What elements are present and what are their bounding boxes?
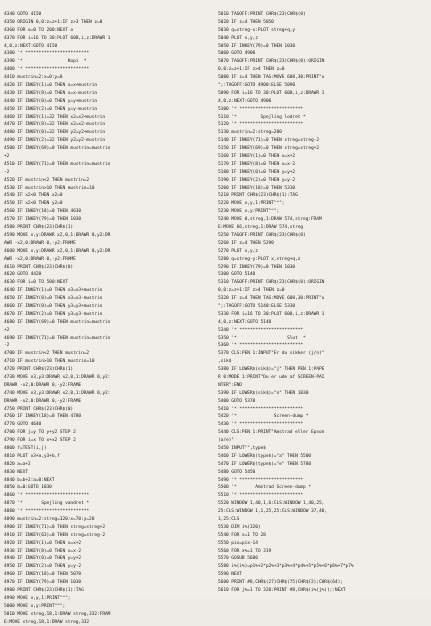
code-line: 4360 FOR o=0 TO 200:NEXT o (4, 27, 74, 33)
code-line: 5450 INPUT"",type$ (218, 445, 266, 451)
code-line: ";:TAGOFF:GOTO 5140:ELSE 5330 (218, 303, 296, 309)
code-line: 5170 IF INKEY(8)=0 THEN x=x-2 (218, 161, 296, 167)
code-line: 4350 ORIGIN 0,0:z=z+1:IF z>3 THEN z=0 (4, 19, 103, 25)
code-line: ";:TAGOFF:GOTO 4900:ELSE 5090 (218, 83, 296, 89)
code-line: 5240 MOVE 0,streg,1:DRAW 574,streg:FRAM (218, 217, 322, 223)
code-line: 4960 IF INKEY(18)=0 THEN 5070 (4, 572, 82, 578)
code-line: 4400 '* ************************ (4, 67, 90, 73)
code-line: 5440 CLS:PEN 1:PRINT"Amstrad eller Epson (218, 430, 325, 436)
code-line: 5110 '* Spejling lodret * (218, 114, 306, 120)
code-line: 5330 FOR i=16 TO 30:PLOT 608,i,z:DRAWR 1 (218, 311, 325, 317)
code-line: 5010 TAGOFF:PRINT CHR$(23)CHR$(0) (218, 12, 306, 17)
code-line: 4740 MOVE x3,y3:DRAWR x2,0,1:DRAWR 0,y2: (4, 390, 111, 396)
code-line: 4520 IF mustrin<2 THEN mustrin=2 (4, 177, 90, 183)
code-line: 1,25:CLS (218, 517, 240, 522)
code-line: 5120 '* ************************ (218, 122, 304, 128)
code-line: 5070 TAGOFF:PRINT CHR$(23)CHR$(0):ORIGIN (218, 59, 325, 65)
code-line: 4970 IF INKEY(79)=0 THEN 1030 (4, 580, 82, 586)
code-line: 4950 IF INKEY(2)=0 THEN y=y-2 (4, 564, 82, 570)
code-line: 4390 '* Kopi * (4, 59, 87, 65)
code-line: 5260 IF z=4 THEN 5290 (218, 240, 274, 246)
code-line: 5090 FOR i=16 TO 30:PLOT 608,i,z:DRAWR 1 (218, 90, 325, 96)
code-line: 5310 TAGOFF:PRINT CHR$(23)CHR$(0):ORIGIN (218, 280, 325, 286)
code-line: 4780 FOR j=y TO y+y2 STEP 2 (4, 430, 76, 436)
code-line: 5600 PRINT #8,CHR$(27)CHR$(75)CHR$(2);CHR$(64); (218, 580, 343, 586)
code-line: 5200 IF INKEY(18)=0 THEN 5310 (218, 185, 296, 191)
code-line: 5540 FOR x=1 TO 28 (218, 532, 266, 538)
code-line: 4560 IF INKEY(18)=0 THEN 4630 (4, 209, 82, 215)
code-line: 5550 pix=pix-14 (218, 540, 258, 546)
code-line: 4790 FOR i=x TO x+x2 STEP 2 (4, 438, 76, 444)
code-line: 0,0:z=z+1:IF z>4 THEN z=0 (218, 288, 285, 294)
code-line: 4640 IF INKEY(1)=0 THEN x3=x3+mustrin (4, 288, 103, 294)
code-line: 5080 IF z=4 THEN TAG:MOVE 608,30:PRINT"u (218, 75, 325, 81)
code-line: 5150 IF INKEY(69)=0 THEN streg=streg+2 (218, 146, 319, 152)
code-line: 5430 '* ************************ (218, 422, 304, 428)
code-line: 5320 IF z=4 THEN TAG:MOVE 608,30:PRINT"u (218, 296, 325, 302)
code-line: 5180 IF INKEY(0)=0 THEN y=y+2 (218, 169, 296, 175)
code-line: 4490 IF INKEY(2)=32 THEN y2=y2-mustrin (4, 138, 105, 144)
code-line: 5500 '* Amstrad Screen-dump * (218, 485, 312, 491)
code-line: 5490 '* ************************ (218, 477, 304, 483)
code-line: 5140 IF INKEY(71)=0 THEN streg=streg-2 (218, 138, 319, 144)
code-line: 4590 MOVE x,y:DRAWR x2,0,1:DRAWR 0,y2:DR (4, 232, 111, 238)
code-line: DRAWR -x2,0:DRAWR 0,-y2:FRAME (4, 398, 82, 404)
code-line: 25:CLS:WINDOW 1,1,25,25:CLS:WINDOW 37,40, (218, 509, 327, 515)
code-line: 5160 IF INKEY(1)=0 THEN x=x+2 (218, 154, 296, 160)
code-line: 4420 IF INKEY(1)=0 THEN x=x+mustrin (4, 83, 98, 89)
code-line: 4810 PLOT x3+a,y3+b,f (4, 453, 60, 459)
code-line: 4990 MOVE x,y,1:PRINT"^"; (4, 595, 71, 601)
code-line: 5360 '* ************************ (218, 343, 304, 349)
code-line: 5390 IF LOWER$(sik$)="n" THEN 1030 (218, 390, 309, 396)
code-line: 4380 '* ************************ (4, 51, 90, 57)
code-line: 4770 GOTO 4640 (4, 422, 42, 428)
code-line: -2 (4, 169, 10, 175)
code-line: 5000 MOVE x,y:PRINT"^"; (4, 603, 66, 609)
code-line: 5560 FOR x%=1 TO 319 (218, 548, 272, 554)
code-line: 5520 WINDOW 1,40,1,6:CLS:WINDOW 1,40,25, (218, 501, 325, 507)
code-line: 4610 PRINT CHR$(23)CHR$(0) (4, 264, 74, 270)
code-line: 4450 IF INKEY(2)=0 THEN y=y-mustrin (4, 106, 98, 112)
code-line: 5210 PRINT CHR$(23)CHR$(1):TAG (218, 193, 298, 199)
code-line: 4820 a=a+2 (4, 461, 31, 467)
code-line: NTER":END (218, 382, 242, 388)
code-line: 4,0,z:NEXT:GOTO 4900 (218, 98, 272, 104)
code-line: 4920 IF INKEY(1)=0 THEN x=x+2 (4, 540, 82, 546)
code-line: 4850 b=0:GOTO 1030 (4, 485, 52, 491)
code-line: 5100 '* ************************ (218, 106, 304, 112)
code-line: 5590 NEXT (218, 572, 242, 578)
code-line: 4510 IF INKEY(71)=0 THEN mustrin=mustrin (4, 161, 111, 167)
code-line: 4750 PRINT CHR$(23)CHR$(0) (4, 406, 74, 412)
code-line: 4900 IF INKEY(71)=0 THEN streg=streg+2 (4, 524, 105, 530)
code-line: 4860 '* ************************ (4, 493, 90, 499)
code-line: 5290 IF INKEY(79)=0 THEN 1030 (218, 264, 296, 270)
code-line: 4570 IF INKEY(79)=0 THEN 1030 (4, 217, 82, 223)
code-line: 4760 IF INKEY(18)=0 THEN 4780 (4, 414, 82, 420)
code-line: 4710 IF mustrin>10 THEN mustrin=10 (4, 359, 95, 365)
code-line: AWR -x2,0:DRAWR 0,-y2:FRAME (4, 256, 76, 262)
code-line: 5040 PLOT x,y,z (218, 35, 258, 41)
code-line: E:MOVE 66,streg,1:DRAW 574,streg (218, 225, 304, 231)
code-line: 4680 IF INKEY(69)=0 THEN mustrin=mustrin (4, 319, 111, 325)
code-line: 5130 mustrin=2:streg=200 (218, 130, 282, 136)
code-line: 4630 FOR i=0 TO 500:NEXT (4, 280, 68, 286)
code-line: 5570 GOSUB 5680 (218, 556, 258, 562)
code-line: 4340 GOTO 4150 (4, 12, 42, 17)
code-line: 4440 IF INKEY(0)=0 THEN y=y+mustrin (4, 98, 98, 104)
code-line: 5010 MOVE streg,18,1:DRAW streg,332:FRAM (4, 611, 111, 617)
code-line: 4370 FOR i=16 TO 30:PLOT 608,i,z:DRAWR 1 (4, 35, 111, 41)
code-line: 5280 q=streg-y:PLOT x,streg+q,z (218, 256, 301, 262)
code-line: 5020 IF z=4 THEN 5050 (218, 19, 274, 25)
code-line: 5400 GOTO 5370 (218, 398, 256, 404)
code-line: 4840 b=b+2:a=0:NEXT (4, 477, 55, 483)
code-line: 5300 GOTO 5140 (218, 272, 256, 278)
code-line: 4,0,z:NEXT:GOTO 5140 (218, 319, 272, 325)
code-line: 4460 IF INKEY(1)=32 THEN x2=x2+mustrin (4, 114, 105, 120)
code-line: 4800 f=TEST(i,j) (4, 445, 47, 451)
code-line: 4430 IF INKEY(8)=0 THEN x=x-mustrin (4, 90, 98, 96)
code-line: 4830 NEXT (4, 469, 28, 475)
code-line: 4650 IF INKEY(8)=0 THEN x3=x3-mustrin (4, 296, 103, 302)
code-line: +2 (4, 154, 10, 160)
code-line: 4690 IF INKEY(71)=0 THEN mustrin=mustrin (4, 335, 111, 341)
code-line: 4600 MOVE x,y:DRAWR x2,0,1:DRAWR 0,y2:DR (4, 248, 111, 254)
code-line: 5230 MOVE x,y:PRINT"^"; (218, 209, 280, 215)
code-line: 5370 CLS:PEN 1:INPUT"Er du sikker (j/n)" (218, 351, 325, 357)
code-line: (a/e)" (218, 438, 234, 444)
code-line: 5250 TAGOFF:PRINT CHR$(23)CHR$(0) (218, 232, 306, 238)
code-line: AWR -x2,0:DRAWR 0,-y2:FRAME (4, 240, 76, 246)
code-line: 5050 IF INKEY(79)=0 THEN 1030 (218, 43, 296, 49)
code-line: 4620 GOTO 4420 (4, 272, 42, 278)
code-line: 0,0:z=z+1:IF z>4 THEN z=0 (218, 67, 285, 73)
code-line: 5610 FOR j%=1 TO 320:PRINT #8,CHR$(i%(j%));:NEXT (218, 588, 346, 594)
code-line: 5190 IF INKEY(2)=0 THEN y=y-2 (218, 177, 296, 183)
code-line: 5420 '* Screen-dump * (218, 414, 309, 420)
code-line: 4880 '* ************************ (4, 509, 90, 515)
code-line: 5030 q=streg-x:PLOT streg+q,y (218, 27, 296, 33)
code-line: 4410 mustrin=2:x=0:y=0 (4, 75, 63, 81)
code-line: 4700 IF mustrin<2 THEN mustrin=2 (4, 351, 90, 357)
code-line: 4500 IF INKEY(69)=0 THEN mustrin=mustrin (4, 146, 111, 152)
code-line: 5060 GOTO 4900 (218, 51, 256, 57)
code-line: E:MOVE streg,18,1:DRAW streg,332 (4, 619, 90, 625)
code-line: R 0:MODE 1:PRINT"Du er ude af SCREEN-PAI (218, 374, 325, 380)
code-line: 5270 PLOT x,y,z (218, 248, 258, 254)
code-line: 4480 IF INKEY(0)=32 THEN y2=y2+mustrin (4, 130, 105, 136)
code-line: 4660 IF INKEY(0)=0 THEN y3=y3+mustrin (4, 303, 103, 309)
code-line: 5410 '* ************************ (218, 406, 304, 412)
code-line: 5380 IF LOWER$(sik$)="j" THEN PEN 1:PAPE (218, 367, 325, 373)
code-line: 5350 '* Slut * (218, 335, 306, 341)
code-line: 5480 GOTO 5450 (218, 469, 256, 475)
code-line: 4670 IF INKEY(2)=0 THEN y3=y3-mustrin (4, 311, 103, 317)
code-line: 5460 IF LOWER$(type$)="a" THEN 5500 (218, 453, 312, 459)
code-line: 4930 IF INKEY(8)=0 THEN x=x-2 (4, 548, 82, 554)
code-line: 5220 MOVE x,y,1:PRINT"^"; (218, 201, 285, 207)
code-line: -2 (4, 343, 10, 349)
code-line: 5510 '* ************************ (218, 493, 304, 499)
code-line: 4540 IF x2<0 THEN x2=0 (4, 193, 63, 199)
code-line: 4,0,z:NEXT:GOTO 4150 (4, 43, 58, 49)
code-line: 4580 PRINT CHR$(23)CHR$(1) (4, 225, 74, 231)
code-line: 4550 IF x2<0 THEN y2=0 (4, 201, 63, 207)
code-line: 4910 IF INKEY(63)=0 THEN streg=streg-2 (4, 532, 105, 538)
code-line: 5340 '* ************************ (218, 327, 304, 333)
code-line: +2 (4, 327, 10, 333)
code-line: 5580 i%(i%)=p1%+2*p2%+3*p3%+4*p4%+5*p5%+6*p6%+7*p7% (218, 564, 354, 570)
code-line: 5470 IF LOWER$(type$)="e" THEN 5780 (218, 461, 312, 467)
code-line: 4870 '* Spejling vandret * (4, 501, 90, 507)
listing-right-column (218, 11, 429, 595)
code-line: 4470 IF INKEY(8)=32 THEN x2=x2-mustrin (4, 122, 105, 128)
code-line: 4980 PRINT CHR$(23)CHR$(1):TAG (4, 588, 84, 594)
listing-left-column (4, 11, 216, 626)
code-line: DRAWR -x2,0:DRAWR 0,-y2:FRAME (4, 382, 82, 388)
code-line: 4940 IF INKEY(0)=0 THEN y=y+2 (4, 556, 82, 562)
code-line: 5530 DIM i%(320) (218, 524, 261, 530)
code-line: 4890 mustrin=2:streg=320:x=70:y=20 (4, 517, 95, 522)
code-line: 4730 MOVE x3,y3:DRAWR x2,0,1:DRAWR 0,y2: (4, 374, 111, 380)
code-line: ,sik$ (218, 359, 232, 365)
code-line: 4720 PRINT CHR$(23)CHR$(1) (4, 367, 74, 373)
code-line: 4530 IF mustrin>10 THEN mustrin=10 (4, 185, 95, 191)
